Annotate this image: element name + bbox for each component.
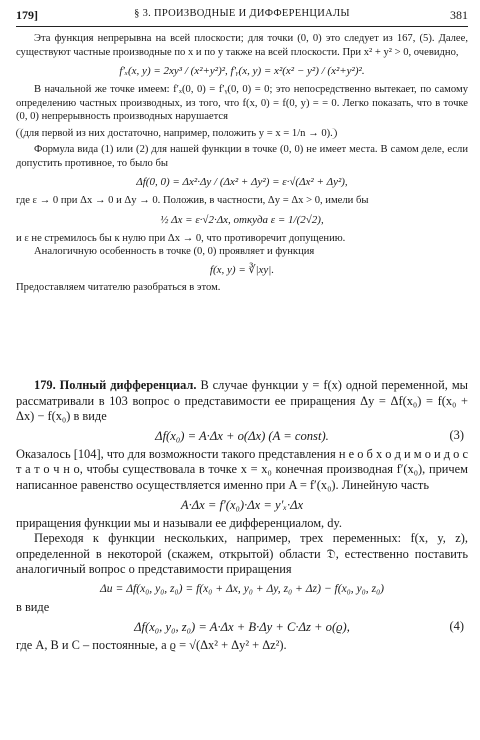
paragraph-bracket-note — [16, 127, 468, 141]
paragraph-epsilon: где ε → 0 при Δx → 0 и Δy → 0. Положив, в частности, Δy = Δx > 0, имели бы — [16, 195, 369, 206]
page-number: 381 — [450, 8, 468, 22]
paragraph-constants: где A, B и C – постоянные, а ϱ = √(Δx² + Δy² + Δz²). — [16, 637, 287, 652]
formula-representation-1d: Δf(x₀) = A·Δx + o(Δx) (A = const). — [155, 428, 329, 443]
paragraph-differential-def: приращения функции мы и называли ее дифференциалом, dy. — [16, 515, 342, 530]
paragraph-continuity: Эта функция непрерывна на всей плоскости; для точки (0, 0) это следует из 167, (5). Далее, существуют частные производные по x и по y также на всей плоскости. При x² + y² > 0, очевидно, — [16, 33, 468, 58]
header-chapter-title: § 3. ПРОИЗВОДНЫЕ И ДИФФЕРЕНЦИАЛЫ — [134, 8, 350, 19]
paragraph-origin-derivatives: В начальной же точке имеем: f′ₓ(0, 0) = f′ᵧ(0, 0) = 0; это непосредственно вытекает, по самому определению частных производных, из того, что f(x, 0) = f(0, y) = = 0. Легко показать, что в точке (0, 0) непрерывность производных нарушается — [16, 84, 468, 122]
bracketed-remark: (для первой из них достаточно, например, положить y = x = 1/n → 0). — [16, 128, 337, 139]
section-title: Полный дифференциал. — [59, 378, 197, 392]
formula-representation-3var: Δf(x₀, y₀, z₀) = A·Δx + B·Δy + C·Δz + o(ϱ), — [134, 619, 350, 634]
formula-epsilon-value: ½ Δx = ε·√2·Δx, откуда ε = 1/(2√2), — [160, 213, 324, 226]
formula-partial-derivatives: f′ₓ(x, y) = 2xy³ / (x²+y²)², f′ᵧ(x, y) = x²(x² − y²) / (x²+y²)². — [119, 65, 365, 77]
section-number: 179. — [34, 378, 56, 392]
paragraph-in-form: в виде — [16, 599, 50, 614]
formula-increment-origin: Δf(0, 0) = Δx²·Δy / (Δx² + Δy²) = ε·√(Δx² + Δy²), — [136, 176, 348, 188]
paragraph-several-variables: Переходя к функции нескольких, например, трех переменных: f(x, y, z), определенной в некоторой (скажем, открытой) области 𝔇, естественно поставить аналогичный вопрос о представимости приращения — [16, 531, 468, 577]
paragraph-reader-exercise: Предоставляем читателю разобраться в этом. — [16, 281, 221, 293]
header-section-ref: 179] — [16, 8, 38, 22]
paragraph-formula-fails: Формула вида (1) или (2) для нашей функции в точке (0, 0) не имеет места. В самом деле, если допустить противное, то было бы — [16, 144, 468, 169]
section-179 — [16, 378, 468, 653]
example-discussion — [16, 32, 468, 294]
equation-number-3: (3) — [449, 427, 464, 442]
section-intro-text: В случае функции y = f(x) одной переменной, мы рассматривали в 103 вопрос о представимости ее приращения Δy = Δf(x₀) = f(x₀ + Δx) − f(x₀) в виде — [16, 378, 468, 424]
paragraph-similar-function: Аналогичную особенность в точке (0, 0) проявляет и функция — [34, 246, 315, 257]
book-page — [16, 6, 468, 652]
formula-increment-3var: Δu = Δf(x₀, y₀, z₀) = f(x₀ + Δx, y₀ + Δy, z₀ + Δz) − f(x₀, y₀, z₀) — [99, 581, 384, 595]
section-179-intro — [16, 378, 468, 425]
paragraph-contradiction: и ε не стремилось бы к нулю при Δx → 0, что противоречит допущению. — [16, 232, 346, 244]
formula-linear-part: A·Δx = f′(x₀)·Δx = y′ₓ·Δx — [180, 497, 304, 512]
equation-4 — [16, 619, 468, 635]
equation-number-4: (4) — [449, 618, 464, 633]
formula-cube-root: f(x, y) = ∛|xy|. — [209, 263, 275, 276]
running-header — [16, 6, 468, 27]
equation-3 — [16, 428, 468, 444]
paragraph-necessary-sufficient: Оказалось [104], что для возможности такого представления н е о б х о д и м о и д о с т а т о ч н о, чтобы существовала в точке x = x₀ конечная производная f′(x₀), причем написанное равенство осуществляется именно при A = f′(x₀). Линейную часть — [16, 446, 468, 492]
